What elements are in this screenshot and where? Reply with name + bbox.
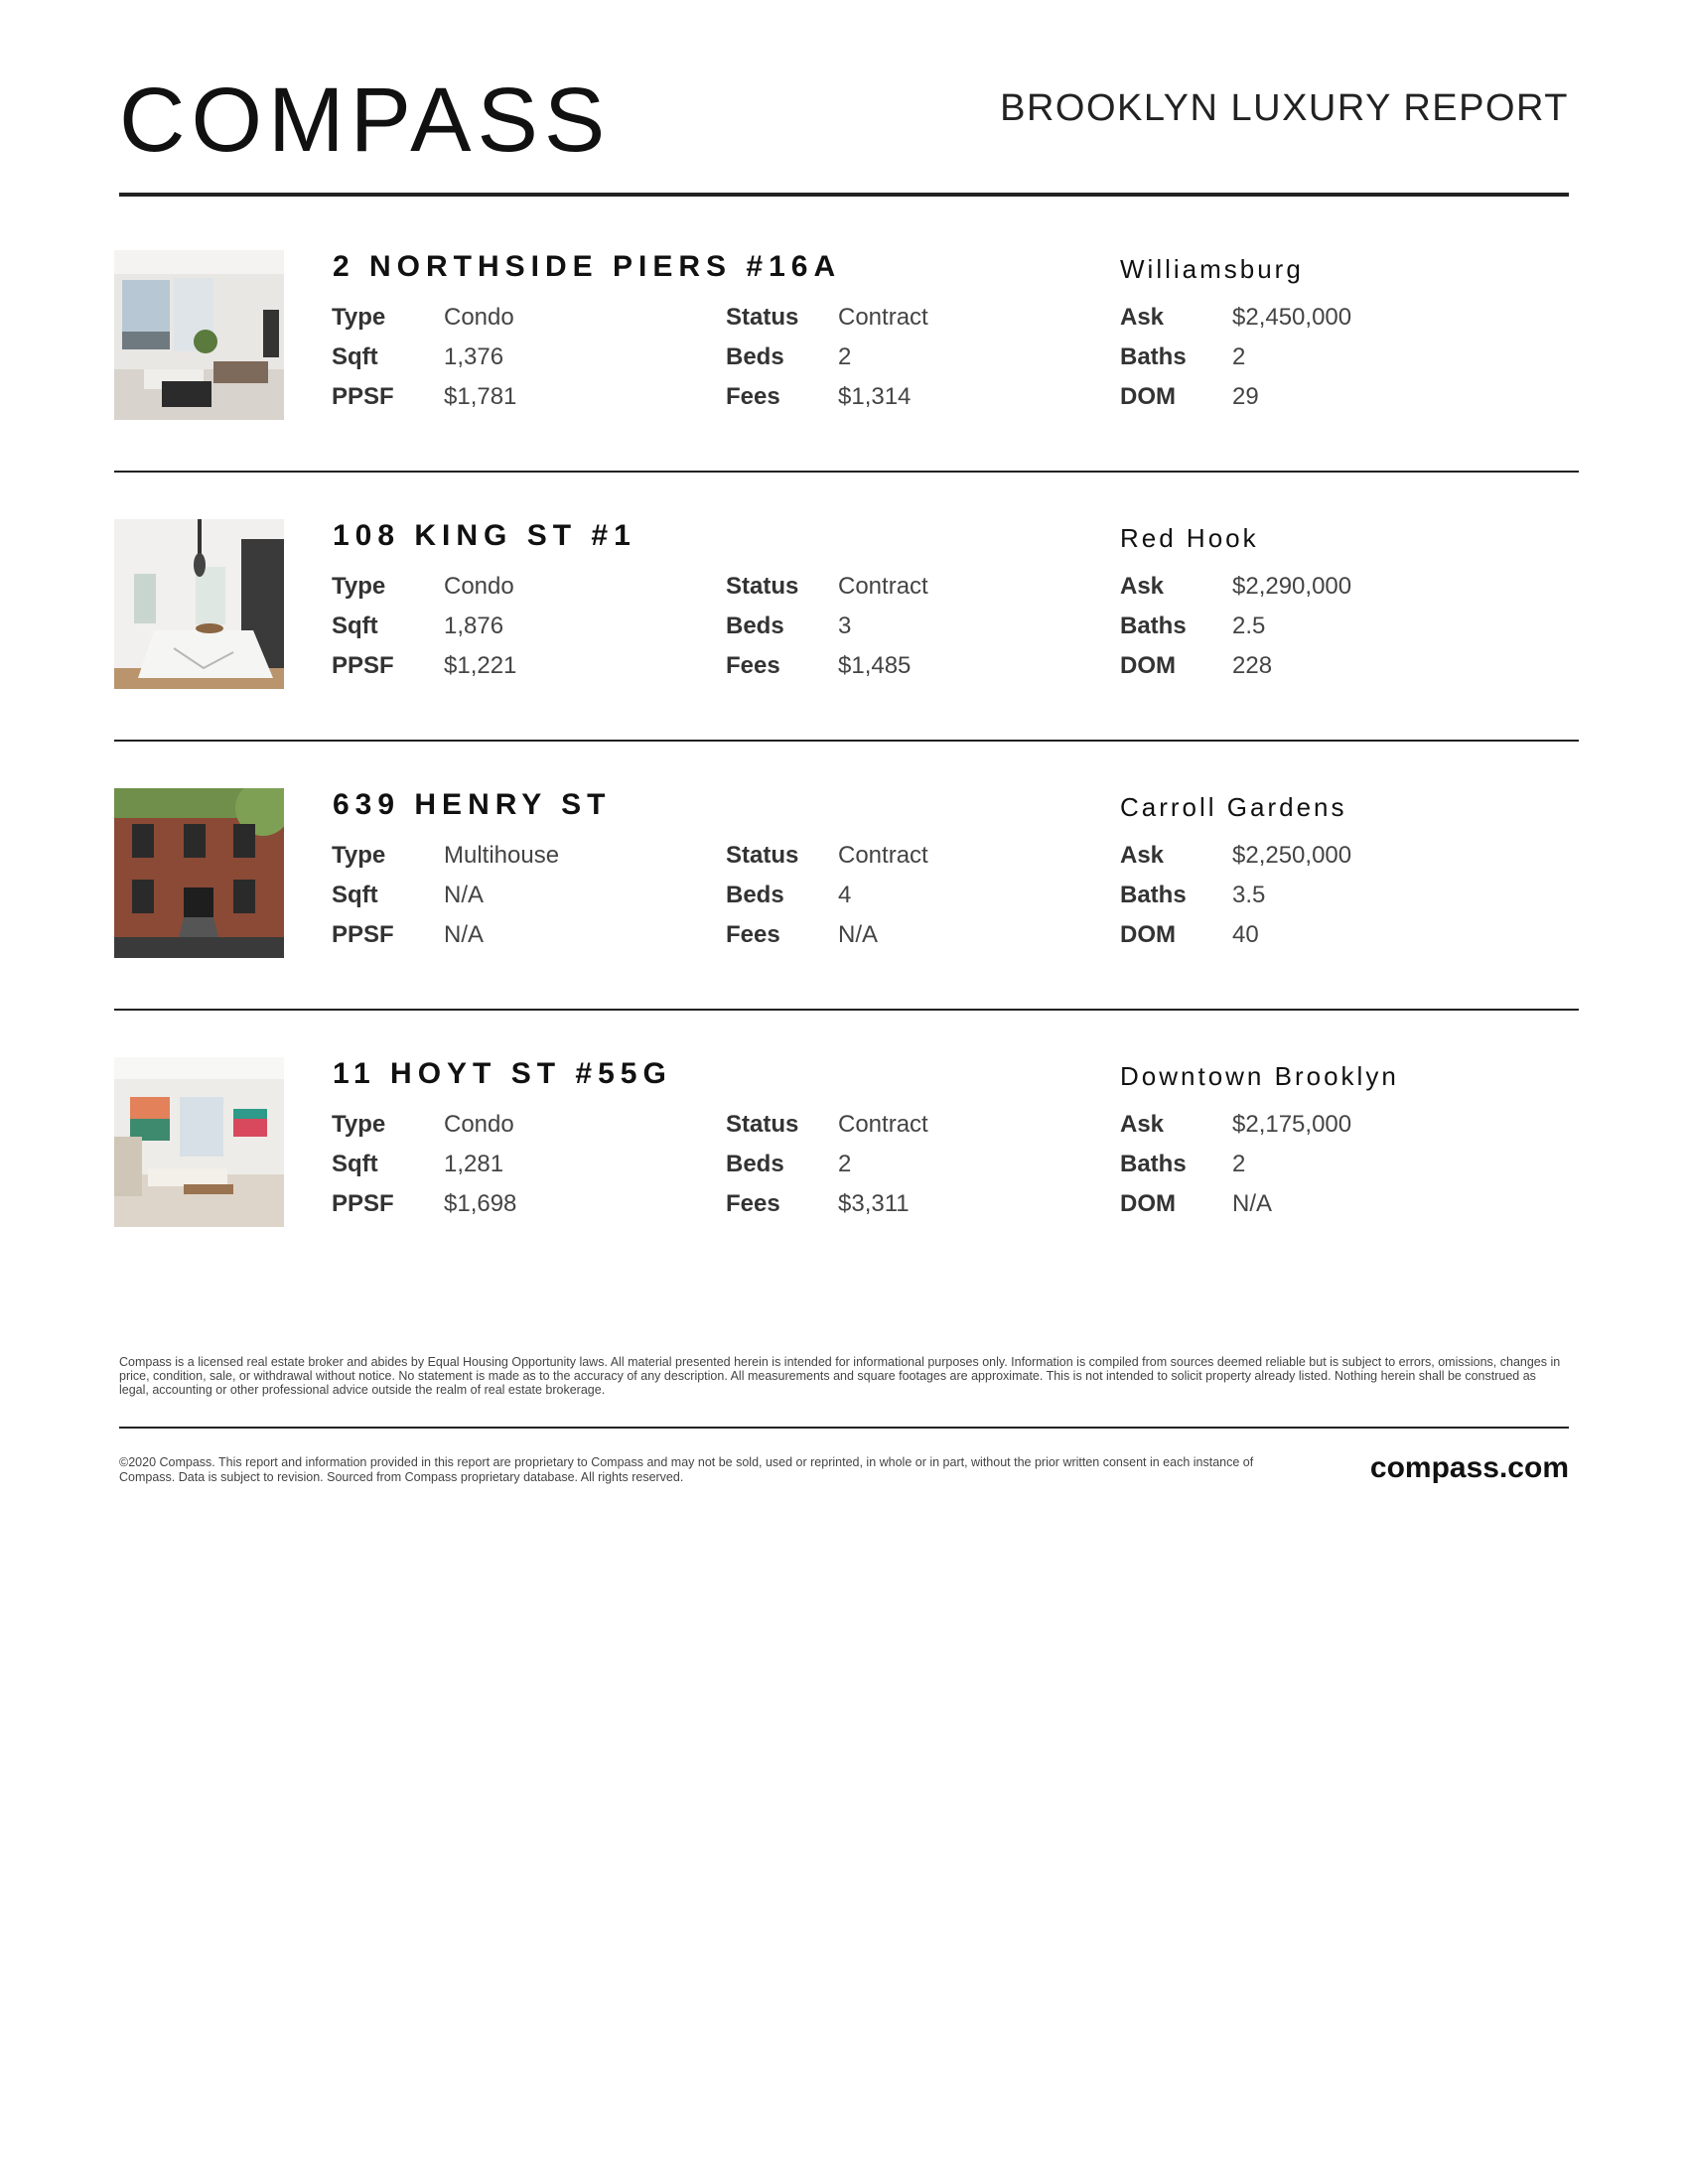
fees-label: Fees (726, 652, 780, 679)
fees-value: N/A (838, 921, 879, 948)
listing-photo (114, 788, 284, 958)
ppsf-label: PPSF (332, 1190, 394, 1217)
header-divider (119, 193, 1569, 197)
beds-value: 4 (838, 882, 852, 908)
copyright-notice: ©2020 Compass. This report and information provided in this report are proprietary to Compass and may not be sold, used or reprinted, in whole or in part, without the prior written consent in each instance of Compass. Data is subject to revision. Sourced from Compass proprietary database. All rights reserved. (119, 1455, 1254, 1484)
dom-label: DOM (1120, 652, 1176, 679)
beds-label: Beds (726, 882, 784, 908)
ppsf-label: PPSF (332, 652, 394, 679)
status-label: Status (726, 842, 799, 869)
listing-divider (114, 471, 1579, 473)
status-label: Status (726, 1111, 799, 1138)
status-value: Contract (838, 842, 928, 869)
dom-label: DOM (1120, 921, 1176, 948)
compass-logo (119, 79, 616, 159)
dom-value: 228 (1232, 652, 1273, 679)
listing-divider (114, 740, 1579, 742)
sqft-value: N/A (444, 882, 485, 908)
fees-value: $1,314 (838, 383, 912, 410)
listing-neighborhood: Downtown Brooklyn (1120, 1061, 1399, 1091)
type-label: Type (332, 1111, 386, 1138)
baths-value: 3.5 (1232, 882, 1266, 908)
ppsf-value: N/A (444, 921, 485, 948)
dom-value: N/A (1232, 1190, 1273, 1217)
type-value: Condo (444, 304, 514, 331)
beds-label: Beds (726, 1151, 784, 1177)
type-value: Condo (444, 1111, 514, 1138)
beds-value: 2 (838, 1151, 852, 1177)
ask-value: $2,250,000 (1232, 842, 1352, 869)
sqft-value: 1,376 (444, 343, 504, 370)
ask-value: $2,290,000 (1232, 573, 1352, 600)
baths-label: Baths (1120, 882, 1187, 908)
listing-neighborhood: Red Hook (1120, 523, 1259, 553)
report-header (119, 79, 1569, 199)
baths-label: Baths (1120, 613, 1187, 639)
listing-address: 639 HENRY ST (333, 788, 612, 821)
dom-label: DOM (1120, 1190, 1176, 1217)
website-link[interactable]: compass.com (1369, 1451, 1569, 1484)
sqft-label: Sqft (332, 343, 378, 370)
report-title: BROOKLYN LUXURY REPORT (1000, 87, 1569, 129)
ask-label: Ask (1120, 573, 1165, 600)
ask-value: $2,450,000 (1232, 304, 1352, 331)
status-value: Contract (838, 573, 928, 600)
status-value: Contract (838, 304, 928, 331)
sqft-label: Sqft (332, 1151, 378, 1177)
listing-address: 11 HOYT ST #55G (333, 1057, 672, 1090)
listing-card (114, 788, 1579, 959)
baths-value: 2 (1232, 1151, 1246, 1177)
ask-value: $2,175,000 (1232, 1111, 1352, 1138)
compass-logo-text: COMPASS (119, 79, 612, 159)
type-value: Multihouse (444, 842, 560, 869)
baths-value: 2.5 (1232, 613, 1266, 639)
listing-photo (114, 1057, 284, 1227)
baths-value: 2 (1232, 343, 1246, 370)
listing-photo (114, 250, 284, 420)
fees-label: Fees (726, 383, 780, 410)
listing-photo (114, 519, 284, 689)
beds-label: Beds (726, 613, 784, 639)
listing-neighborhood: Carroll Gardens (1120, 792, 1347, 822)
listing-card (114, 1057, 1579, 1228)
ppsf-value: $1,221 (444, 652, 517, 679)
dom-label: DOM (1120, 383, 1176, 410)
sqft-value: 1,876 (444, 613, 504, 639)
listing-card (114, 519, 1579, 690)
listing-address: 108 KING ST #1 (333, 519, 636, 552)
beds-value: 2 (838, 343, 852, 370)
beds-value: 3 (838, 613, 852, 639)
listing-divider (114, 1009, 1579, 1011)
fees-label: Fees (726, 921, 780, 948)
type-label: Type (332, 573, 386, 600)
status-label: Status (726, 304, 799, 331)
type-label: Type (332, 842, 386, 869)
dom-value: 40 (1232, 921, 1259, 948)
baths-label: Baths (1120, 343, 1187, 370)
ppsf-value: $1,698 (444, 1190, 517, 1217)
dom-value: 29 (1232, 383, 1259, 410)
status-label: Status (726, 573, 799, 600)
ppsf-label: PPSF (332, 921, 394, 948)
ask-label: Ask (1120, 1111, 1165, 1138)
ppsf-value: $1,781 (444, 383, 517, 410)
beds-label: Beds (726, 343, 784, 370)
listing-neighborhood: Williamsburg (1120, 254, 1304, 284)
sqft-label: Sqft (332, 882, 378, 908)
fees-value: $3,311 (838, 1190, 910, 1217)
status-value: Contract (838, 1111, 928, 1138)
ppsf-label: PPSF (332, 383, 394, 410)
fees-label: Fees (726, 1190, 780, 1217)
listing-address: 2 NORTHSIDE PIERS #16A (333, 250, 842, 283)
listing-card (114, 250, 1579, 421)
type-value: Condo (444, 573, 514, 600)
fees-value: $1,485 (838, 652, 912, 679)
sqft-label: Sqft (332, 613, 378, 639)
legal-disclaimer: Compass is a licensed real estate broker and abides by Equal Housing Opportunity laws. All material presented herein is intended for informational purposes only. Information is compiled from sources deemed reliable but is subject to errors, omissions, changes in price, condition, sale, or withdrawal without notice. No statement is made as to the accuracy of any description. All measurements and square footages are approximate. This is not intended to solicit property already listed. Nothing herein shall be construed as legal, accounting or other professional advice outside the realm of real estate brokerage. (119, 1355, 1561, 1397)
footer-divider (119, 1427, 1569, 1429)
sqft-value: 1,281 (444, 1151, 504, 1177)
type-label: Type (332, 304, 386, 331)
baths-label: Baths (1120, 1151, 1187, 1177)
ask-label: Ask (1120, 304, 1165, 331)
ask-label: Ask (1120, 842, 1165, 869)
